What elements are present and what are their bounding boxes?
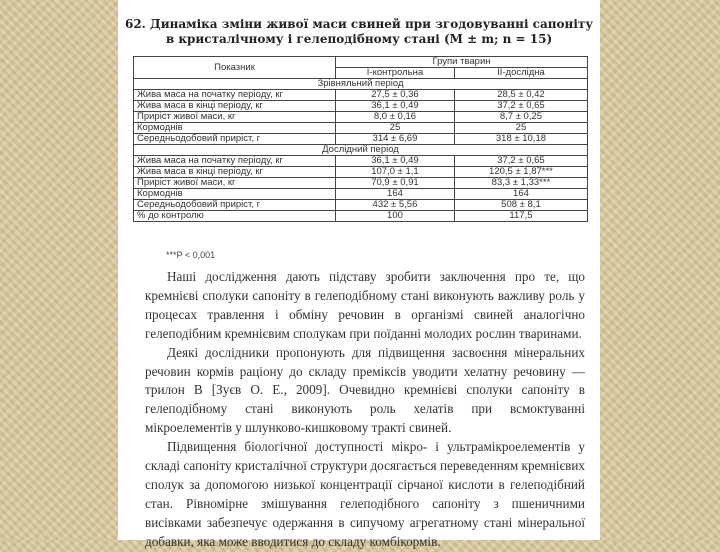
- cell-value: 36,1 ± 0,49: [336, 156, 455, 167]
- cell-value: 508 ± 8,1: [454, 200, 587, 211]
- paragraph: Підвищення біологічної доступності мікро- і ультрамікроелементів у складі сапоніту кристалічної структури досягається переведенням кремнієвих сполук за допомогою низької концентрації сірчаної кислоти в гелеподібний стан. Рівномірне змішування гелеподібного сапоніту з пшеничними висівками забезпечує одержання в сипучому агрегатному стані мінеральної добавки, яка може вводитися до складу комбікормів.: [145, 439, 585, 549]
- cell-value: 164: [336, 189, 455, 200]
- cell-value: 25: [336, 123, 455, 134]
- row-label: Жива маса на початку періоду, кг: [134, 156, 336, 167]
- cell-value: 83,3 ± 1,33***: [454, 178, 587, 189]
- cell-value: 164: [454, 189, 587, 200]
- row-label: Кормоднів: [134, 189, 336, 200]
- cell-value: 36,1 ± 0,49: [336, 101, 455, 112]
- table-row: [134, 101, 588, 112]
- table-row: [134, 156, 588, 167]
- paragraph: Наші дослідження дають підставу зробити заключення про те, що кремнієві сполуки сапоніту в гелеподібному стані виконують важливу роль у процесах травлення і обміну речовин в організмі свиней аналогічно гелеподібним кремнієвим сполукам при поїданні молодих рослин тваринами.: [145, 269, 585, 341]
- cell-value: 117,5: [454, 211, 587, 222]
- row-label: Жива маса на початку періоду, кг: [134, 90, 336, 101]
- table-row: [134, 112, 588, 123]
- header-group-2: ІІ-дослідна: [454, 68, 587, 79]
- table-row: [134, 167, 588, 178]
- section-header: Дослідний період: [134, 145, 588, 156]
- row-label: Приріст живої маси, кг: [134, 178, 336, 189]
- cell-value: 25: [454, 123, 587, 134]
- section-header: Зрівняльний період: [134, 79, 588, 90]
- table-row: [134, 189, 588, 200]
- cell-value: 318 ± 10,18: [454, 134, 587, 145]
- cell-value: 8,0 ± 0,16: [336, 112, 455, 123]
- cell-value: 107,0 ± 1,1: [336, 167, 455, 178]
- header-indicator: Показник: [134, 57, 336, 79]
- row-label: Кормоднів: [134, 123, 336, 134]
- table-title: [118, 17, 600, 47]
- header-group-1: І-контрольна: [336, 68, 455, 79]
- cell-value: 70,9 ± 0,91: [336, 178, 455, 189]
- table-row: [134, 134, 588, 145]
- cell-value: 120,5 ± 1,87***: [454, 167, 587, 178]
- header-groups: Групи тварин: [336, 57, 588, 68]
- cell-value: 100: [336, 211, 455, 222]
- footnote: ***P < 0,001: [166, 250, 216, 260]
- body-text: [145, 268, 585, 552]
- paragraph: Деякі дослідники пропонують для підвищення засвоєння мінеральних речовин кормів раціону до складу преміксів уводити хелатну речовину — трилон В [Зуєв О. Е., 2009]. Очевидно кремнієві сполуки сапоніту в гелеподібному стані виконують роль хелатів при всмоктуванні мікроелементів у шлунково-кишковому тракті свиней.: [145, 344, 585, 436]
- row-label: % до контролю: [134, 211, 336, 222]
- cell-value: 37,2 ± 0,65: [454, 101, 587, 112]
- data-table: [133, 56, 588, 222]
- title-line-1: 62. Динаміка зміни живої маси свиней при згодовуванні сапоніту: [124, 17, 594, 31]
- row-label: Приріст живої маси, кг: [134, 112, 336, 123]
- row-label: Середньодобовий приріст, г: [134, 134, 336, 145]
- table-row: [134, 211, 588, 222]
- table-row: [134, 90, 588, 101]
- table-row: [134, 123, 588, 134]
- cell-value: 37,2 ± 0,65: [454, 156, 587, 167]
- title-line-2: в кристалічному і гелеподібному стані (M ± m; n = 15): [165, 32, 553, 46]
- cell-value: 432 ± 5,56: [336, 200, 455, 211]
- cell-value: 8,7 ± 0,25: [454, 112, 587, 123]
- row-label: Жива маса в кінці періоду, кг: [134, 167, 336, 178]
- row-label: Жива маса в кінці періоду, кг: [134, 101, 336, 112]
- table-row: [134, 200, 588, 211]
- table-row: [134, 178, 588, 189]
- cell-value: 27,5 ± 0,36: [336, 90, 455, 101]
- row-label: Середньодобовий приріст, г: [134, 200, 336, 211]
- cell-value: 314 ± 6,69: [336, 134, 455, 145]
- cell-value: 28,5 ± 0,42: [454, 90, 587, 101]
- document-page: [118, 0, 600, 549]
